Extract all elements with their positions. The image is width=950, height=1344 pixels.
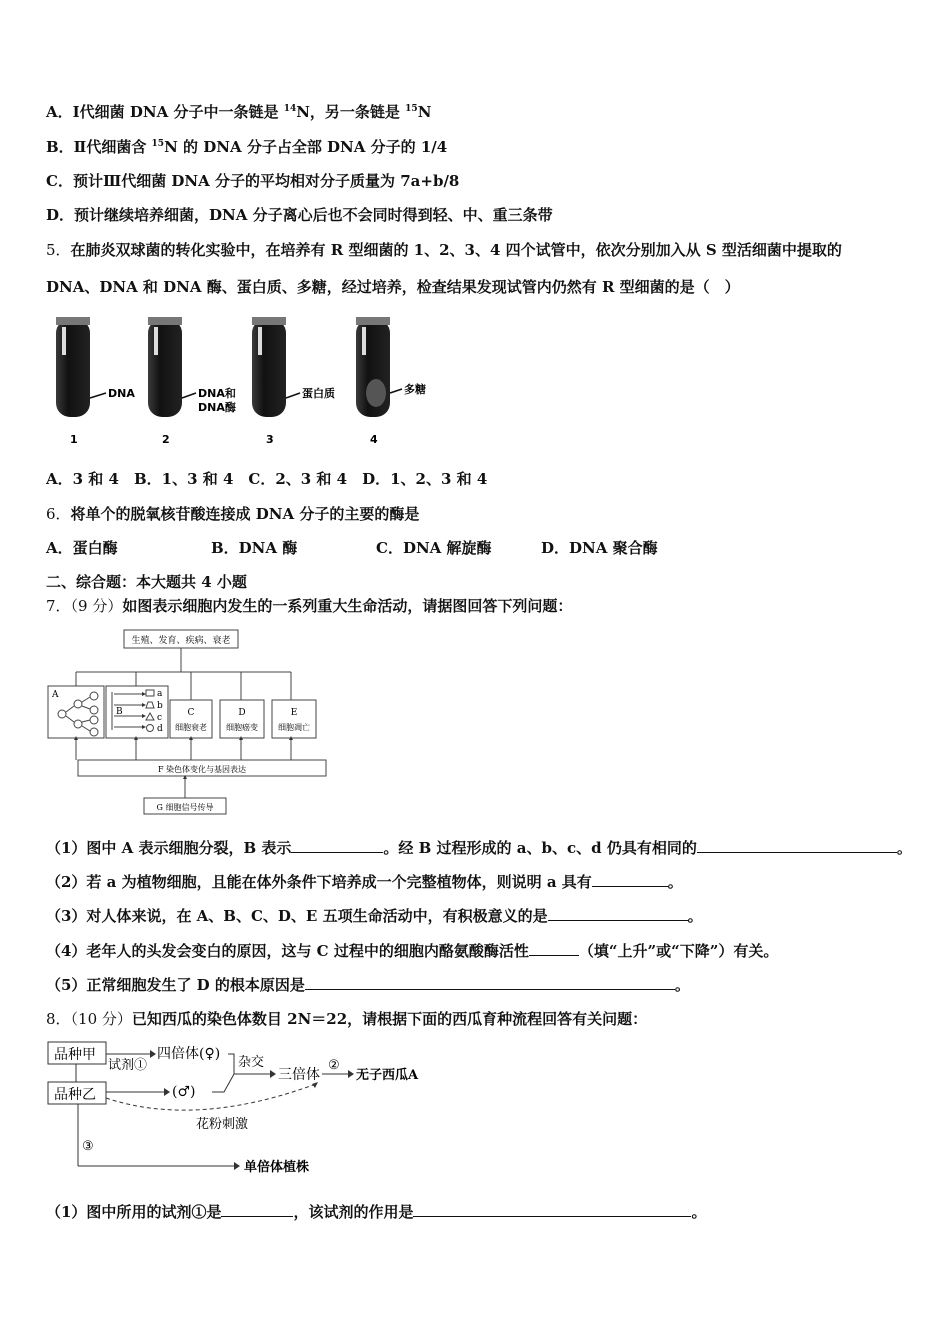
label-step2: ② (328, 1058, 340, 1073)
q5-stem-line1: 5．在肺炎双球菌的转化实验中，在培养有 R 型细菌的 1、2、3、4 四个试管中，依次分别加入从 S 型活细菌中提取的 (46, 241, 842, 259)
tube-4 (356, 317, 402, 417)
q5-stem-line2: DNA、DNA 和 DNA 酶、蛋白质、多糖，经过培养，检查结果发现试管内仍然有 R 型细菌的是（ ） (46, 278, 740, 296)
label-tetraploid: 四倍体(♀) (157, 1046, 221, 1062)
test-tube-figure (46, 313, 446, 453)
q7-sub1: （1）图中 A 表示细胞分裂，B 表示 。经 B 过程形成的 a、b、c、d 仍具有相同的 。 (46, 839, 912, 857)
box-c (170, 700, 212, 738)
q7-blank-3[interactable] (592, 872, 668, 887)
q7-stem: 7．（9 分）如图表示细胞内发生的一系列重大生命活动，请据图回答下列问题： (46, 597, 573, 615)
label-d-sub: 细胞癌变 (226, 723, 258, 732)
label-c-small: c (157, 713, 163, 723)
q7-blank-6[interactable] (305, 975, 675, 990)
q4-option-c: C．预计Ⅲ代细菌 DNA 分子的平均相对分子质量为 7a+b/8 (46, 172, 460, 190)
q6-stem: 6．将单个的脱氧核苷酸连接成 DNA 分子的主要的酶是 (46, 505, 420, 523)
label-seedless: 无子西瓜A (356, 1068, 419, 1083)
q4-option-b: B．Ⅱ代细菌含 $^{15}$N 的 DNA 分子占全部 DNA 分子的 1/4 (46, 138, 448, 156)
tube-4-label: 多糖 (404, 383, 426, 396)
tube-2-number: 2 (162, 433, 170, 446)
q7-sub3: （3）对人体来说，在 A、B、C、D、E 五项生命活动中，有积极意义的是 。 (46, 907, 703, 925)
tube-4-number: 4 (370, 433, 378, 446)
label-triploid: 三倍体 (278, 1067, 320, 1083)
q5-options: A．3 和 4 B．1、3 和 4 C．2、3 和 4 D．1、2、3 和 4 (46, 470, 488, 488)
q8-breeding-diagram (46, 1038, 446, 1188)
tube-2-label-line2: DNA酶 (198, 401, 236, 414)
label-yi: 品种乙 (54, 1087, 96, 1103)
tube-1-number: 1 (70, 433, 78, 446)
q6-options (46, 538, 658, 558)
label-reagent: 试剂① (108, 1058, 148, 1073)
q4-option-d: D．预计继续培养细菌，DNA 分子离心后也不会同时得到轻、中、重三条带 (46, 206, 553, 224)
label-cross: 杂交 (238, 1055, 265, 1070)
box-e (272, 700, 316, 738)
label-d-small: d (157, 724, 163, 734)
top-box-label: 生殖、发育、疾病、衰老 (131, 636, 231, 646)
q8-blank-1[interactable] (221, 1202, 293, 1217)
label-e-sub: 细胞凋亡 (278, 723, 310, 732)
q8-stem: 8．（10 分）已知西瓜的染色体数目 2N＝22，请根据下面的西瓜育种流程回答有关问题： (46, 1010, 648, 1028)
label-e: E (290, 708, 298, 718)
label-g: G 细胞信号传导 (156, 803, 214, 812)
label-c: C (187, 708, 195, 718)
q8-blank-2[interactable] (413, 1202, 691, 1217)
label-a-small: a (157, 689, 163, 699)
q7-blank-1[interactable] (291, 838, 383, 853)
q8-sub1: （1）图中所用的试剂①是 ，该试剂的作用是 。 (46, 1203, 707, 1221)
q7-blank-4[interactable] (548, 906, 688, 921)
label-step3: ③ (82, 1139, 94, 1154)
tube-1-label: DNA (108, 387, 135, 400)
label-c-sub: 细胞衰老 (175, 723, 207, 732)
box-d (220, 700, 264, 738)
q6-option-b: B．DNA 酶 (211, 539, 298, 557)
q7-sub5: （5）正常细胞发生了 D 的根本原因是 。 (46, 976, 690, 994)
q4-option-a: A．Ⅰ代细菌 DNA 分子中一条链是 $^{14}$N，另一条链是 $^{15}$N (46, 103, 432, 121)
label-pollen: 花粉刺激 (196, 1117, 249, 1132)
q7-blank-2[interactable] (697, 838, 897, 853)
tube-3 (252, 317, 300, 417)
label-male: (♂) (172, 1084, 196, 1100)
label-d: D (238, 708, 246, 718)
label-b: B (116, 707, 123, 717)
q6-option-a: A．蛋白酶 (46, 539, 118, 557)
label-a: A (52, 690, 59, 700)
section-2-heading: 二、综合题：本大题共 4 小题 (46, 573, 247, 591)
q6-option-d: D．DNA 聚合酶 (541, 539, 658, 557)
tube-2 (148, 317, 196, 417)
tube-1 (56, 317, 106, 417)
q7-diagram (46, 624, 346, 820)
q7-sub2: （2）若 a 为植物细胞，且能在体外条件下培养成一个完整植物体，则说明 a 具有 。 (46, 873, 683, 891)
q7-sub4: （4）老年人的头发会变白的原因，这与 C 过程中的细胞内酪氨酸酶活性 （填“上升”或“下降”）有关。 (46, 942, 779, 960)
label-jia: 品种甲 (54, 1047, 96, 1063)
tube-3-number: 3 (266, 433, 274, 446)
label-b-small: b (157, 701, 163, 711)
label-haploid: 单倍体植株 (244, 1160, 310, 1175)
q6-option-c: C．DNA 解旋酶 (376, 539, 492, 557)
tube-3-label: 蛋白质 (302, 387, 335, 400)
q7-blank-5[interactable] (529, 941, 579, 956)
tube-2-label-line1: DNA和 (198, 387, 236, 400)
label-f: F 染色体变化与基因表达 (157, 765, 247, 774)
